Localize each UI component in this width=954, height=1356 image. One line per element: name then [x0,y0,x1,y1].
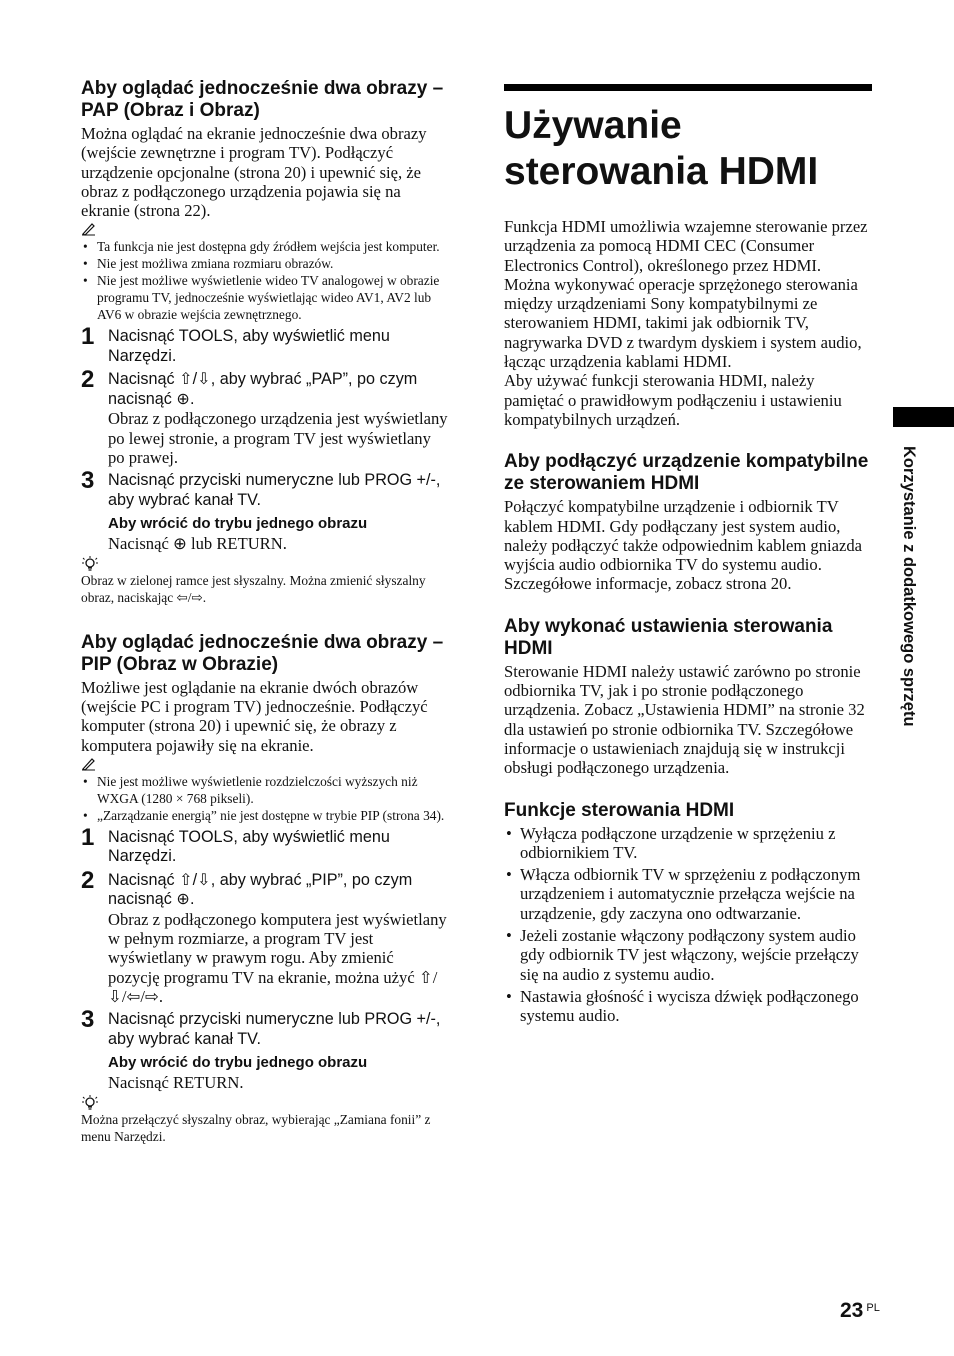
list-item: • Włącza odbiornik TV w sprzężeniu z podłączonym urządzeniem i automatycznie przełącza wejście na urządzenie, gdy zaczyna ono odtwarzanie. [504,865,872,923]
settings-text: Sterowanie HDMI należy ustawić zarówno po stronie odbiornika TV, jak i po stronie podłączonego urządzenia. Zobacz „Ustawienia HDMI” na stronie 32 dla ustawień po stronie odbiornika TV. Szczegółowe informacje o ustawieniach znajdują się w instrukcji obsługi podłączonego urządzenia. [504,661,865,778]
pip-heading: Aby oglądać jednocześnie dwa obrazy – PIP (Obraz w Obrazie) [81,631,444,675]
step-instruction: Nacisnąć TOOLS, aby wyświetlić menu Narzędzi. [108,827,390,866]
list-item: • Nastawia głośność i wycisza dźwięk podłączonego systemu audio. [504,987,872,1026]
pip-return-text: Nacisnąć RETURN. [108,1073,244,1093]
step-number: 3 [81,467,95,495]
step-instruction: Nacisnąć przyciski numeryczne lub PROG +/-, aby wybrać kanał TV. [108,1010,441,1048]
pap-tip: Obraz w zielonej ramce jest słyszalny. Można zmienić słyszalny obraz, naciskając ⇦/⇨. [81,572,426,605]
pap-intro: Można oglądać na ekranie jednocześnie dwa obrazy (wejście zewnętrzne i program TV). Podłączyć urządzenie opcjonalne (strona 20) i upewnić się, że obraz z podłączonego urządzenia pojawia się na ekranie (strona 22). [81,124,427,221]
section-side-label: Korzystanie z dodatkowego sprzętu [900,446,918,727]
pap-return-heading: Aby wrócić do trybu jednego obrazu [108,515,368,533]
right-column [504,84,872,1029]
step-number: 3 [81,1006,95,1034]
page-number [840,1299,880,1323]
page-title: Używanie sterowania HDMI [504,104,819,193]
note-pencil-icon [81,222,449,238]
pap-step-2 [81,366,449,468]
note-item: • Ta funkcja nie jest dostępna gdy źródłem wejścia jest komputer. [81,238,449,255]
functions-list [504,824,872,1026]
step-instruction: Nacisnąć przyciski numeryczne lub PROG +/-, aby wybrać kanał TV. [108,471,441,509]
pap-heading: Aby oglądać jednocześnie dwa obrazy – PAP (Obraz i Obraz) [81,78,444,121]
pap-step-3 [81,467,449,510]
pap-step-1 [81,323,449,366]
title-rule [504,84,872,91]
list-item: • Jeżeli zostanie włączony podłączony system audio gdy odbiornik TV jest włączony, wejście przełączy się na audio z systemu audio. [504,926,872,984]
tip-lightbulb-icon [81,556,449,572]
step-instruction: Nacisnąć ⇧/⇩, aby wybrać „PIP”, po czym nacisnąć ⊕. [108,870,413,909]
section-tab-marker [893,407,954,427]
left-column [81,78,449,1145]
list-item: • Wyłącza podłączone urządzenie w sprzężeniu z odbiornikiem TV. [504,824,872,863]
step-instruction: Nacisnąć TOOLS, aby wyświetlić menu Narzędzi. [108,327,390,365]
page-number-value: 23 [840,1299,864,1322]
note-item: • Nie jest możliwe wyświetlenie rozdzielczości wyższych niż WXGA (1280 × 768 pikseli). [81,773,449,807]
note-pencil-icon [81,757,449,773]
pip-notes [81,773,449,824]
tip-lightbulb-icon [81,1095,449,1111]
note-item: • Nie jest możliwe wyświetlenie wideo TV analogowej w obrazie programu TV, jednocześnie wyświetlając wideo AV1, AV2 lub AV6 w obrazie wejścia zewnętrznego. [81,272,449,323]
functions-heading: Funkcje sterowania HDMI [504,799,735,821]
pip-step-1 [81,823,449,867]
hdmi-intro-1: Funkcja HDMI umożliwia wzajemne sterowanie przez urządzenia za pomocą HDMI CEC (Consumer Electronics Control), określonego przez HDMI. [504,217,868,275]
step-description: Obraz z podłączonego komputera jest wyświetlany w pełnym rozmiarze, a program TV jest wyświetlany w prawym rogu. Aby zmienić pozycję programu TV na ekranie, można użyć ⇧/⇩/⇦/⇨. [108,909,447,1007]
connect-heading: Aby podłączyć urządzenie kompatybilne ze sterowaniem HDMI [504,451,869,495]
note-item: • „Zarządzanie energią” nie jest dostępne w trybie PIP (strona 34). [81,807,449,824]
connect-text: Połączyć kompatybilne urządzenie i odbiornik TV kablem HDMI. Gdy podłączany jest system audio, należy podłączyć także odpowiednim kablem gniazda wyjścia audio odbiornika TV do systemu audio. Szczegółowe informacje, zobacz strona 20. [504,497,862,594]
pip-step-2 [81,866,449,1007]
pip-intro: Możliwe jest oglądanie na ekranie dwóch obrazów (wejście PC i program TV) jednocześnie. Podłączyć komputer (strona 20) i upewnić się, że obrazy z komputera pojawiły się na ekranie. [81,677,428,755]
step-number: 1 [81,823,95,851]
step-number: 1 [81,323,95,351]
hdmi-intro-2: Można wykonywać operacje sprzężonego sterowania między urządzeniami Sony kompatybilnymi ze sterowaniem HDMI, takimi jak odbiornik TV, nagrywarka DVD z twardym dyskiem i system audio, łącząc urządzenia kablami HDMI. [504,274,862,372]
step-number: 2 [81,866,95,894]
hdmi-intro-3: Aby używać funkcji sterowania HDMI, należy pamiętać o prawidłowym podłączeniu i ustawieniu kompatybilnych urządzeń. [504,371,842,429]
page-language-code: PL [866,1302,880,1314]
step-instruction: Nacisnąć ⇧/⇩, aby wybrać „PAP”, po czym nacisnąć ⊕. [108,370,418,408]
settings-heading: Aby wykonać ustawienia sterowania HDMI [504,615,833,659]
pap-notes [81,238,449,323]
pip-tip: Można przełączyć słyszalny obraz, wybierając „Zamiana fonii” z menu Narzędzi. [81,1111,431,1144]
step-description: Obraz z podłączonego urządzenia jest wyświetlany po lewej stronie, a program TV jest wyświetlany po prawej. [108,409,448,468]
pip-step-3 [81,1006,449,1049]
pip-return-heading: Aby wrócić do trybu jednego obrazu [108,1054,368,1072]
note-item: • Nie jest możliwa zmiana rozmiaru obrazów. [81,255,449,272]
pap-return-text: Nacisnąć ⊕ lub RETURN. [108,534,287,554]
step-number: 2 [81,366,95,394]
